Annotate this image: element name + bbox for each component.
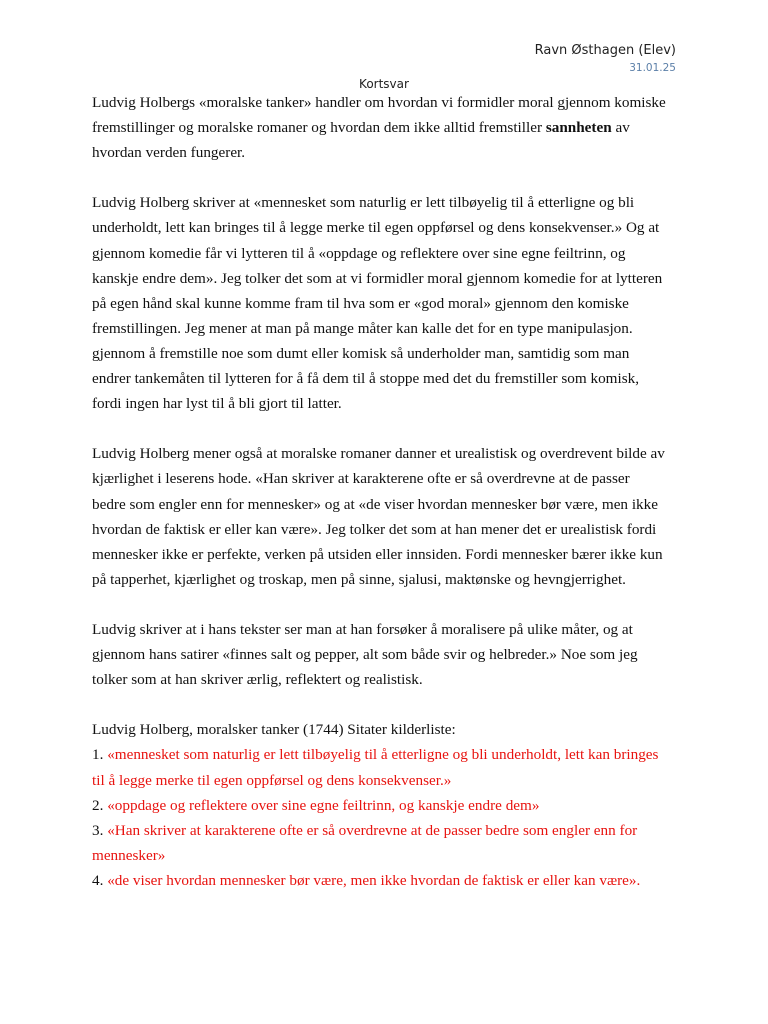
text-line: på egen hånd skal kunne komme fram til hva som er «god moral» gjennom den komiske bbox=[92, 294, 629, 312]
text-line: hvordan verden fungerer. bbox=[92, 144, 246, 162]
source-number: 2. bbox=[92, 796, 108, 814]
text-line: fordi ingen har lyst til å bli gjort til latter. bbox=[92, 395, 342, 413]
text-line: fremstillingen. Jeg mener at man på mange måter kan kalle det for en type manipulasjon. bbox=[92, 319, 633, 337]
source-quote-continuation: til å legge merke til egen oppførsel og dens konsekvenser.» bbox=[92, 771, 452, 789]
document-date: 31.01.25 bbox=[629, 62, 676, 74]
text-line: gjennom hans satirer «finnes salt og pepper, alt som både svir og helbreder.» Noe som jeg bbox=[92, 646, 638, 664]
text-line: tolker som at han skriver ærlig, reflektert og realistisk. bbox=[92, 671, 423, 689]
source-quote-continuation: mennesker» bbox=[92, 846, 166, 864]
source-quote: «de viser hvordan mennesker bør være, men ikke hvordan de faktisk er eller kan være». bbox=[107, 871, 641, 889]
sources-list bbox=[92, 717, 682, 893]
sources-heading: Ludvig Holberg, moralsker tanker (1744) Sitater kilderliste: bbox=[92, 721, 456, 739]
source-item bbox=[92, 793, 682, 818]
document-title: Kortsvar bbox=[359, 77, 409, 91]
text-line: gjennom komedie får vi lytteren til å «oppdage og reflektere over sine egne feiltrinn, og bbox=[92, 244, 626, 262]
document-body bbox=[92, 90, 682, 893]
source-quote: «oppdage og reflektere over sine egne feiltrinn, og kanskje endre dem» bbox=[107, 796, 540, 814]
paragraph-novels bbox=[92, 441, 682, 592]
text-line: hvordan de faktisk er eller kan være». Jeg tolker det som at han mener det er urealistisk fordi bbox=[92, 520, 657, 538]
source-item bbox=[92, 742, 682, 767]
text-line: kjærlighet i leserens hode. «Han skriver at karakterene ofte er så overdrevne at de passer bbox=[92, 470, 630, 488]
text-line: Ludvig Holbergs «moralske tanker» handler om hvordan vi formidler moral gjennom komiske bbox=[92, 94, 666, 111]
author-name: Ravn Østhagen (Elev) bbox=[534, 43, 676, 58]
paragraph-intro bbox=[92, 90, 682, 165]
text-line: Ludvig Holberg skriver at «mennesket som naturlig er lett tilbøyelig til å etterligne og bli bbox=[92, 194, 635, 212]
paragraph-comedy bbox=[92, 190, 682, 416]
text-line: bedre som engler enn for mennesker» og at «de viser hvordan mennesker bør være, men ikke bbox=[92, 495, 658, 513]
source-number: 1. bbox=[92, 746, 108, 764]
source-item bbox=[92, 818, 682, 843]
text-line: Ludvig skriver at i hans tekster ser man at han forsøker å moralisere på ulike måter, og at bbox=[92, 620, 633, 638]
source-number: 3. bbox=[92, 821, 108, 839]
text-segment: av bbox=[611, 119, 630, 137]
text-line: gjennom å fremstille noe som dumt eller komisk så underholder man, samtidig som man bbox=[92, 344, 630, 362]
text-line: kanskje endre dem». Jeg tolker det som at vi formidler moral gjennom komedie for at lytteren bbox=[92, 269, 663, 287]
text-line: mennesker ikke er perfekte, verken på utsiden eller innsiden. Fordi mennesker bærer ikke kun bbox=[92, 545, 663, 563]
source-quote: «mennesket som naturlig er lett tilbøyelig til å etterligne og bli underholdt, lett kan bringes bbox=[107, 746, 659, 764]
text-line bbox=[92, 115, 682, 140]
paragraph-satire bbox=[92, 617, 682, 692]
source-quote: «Han skriver at karakterene ofte er så overdrevne at de passer bedre som engler enn for bbox=[107, 821, 638, 839]
text-line: endrer tankemåten til lytteren for å få dem til å stoppe med det du fremstiller som komisk, bbox=[92, 370, 640, 388]
text-segment: fremstillinger og moralske romaner og hvordan dem ikke alltid fremstiller bbox=[92, 119, 546, 137]
source-item bbox=[92, 868, 682, 893]
text-line: på tapperhet, kjærlighet og troskap, men på sinne, sjalusi, maktønske og hevngjerrighet. bbox=[92, 570, 626, 588]
text-line: Ludvig Holberg mener også at moralske romaner danner et urealistisk og overdrevent bilde av bbox=[92, 445, 665, 463]
text-line: underholdt, lett kan bringes til å legge merke til egen oppførsel og dens konsekvenser.» Og at bbox=[92, 219, 660, 237]
source-number: 4. bbox=[92, 871, 108, 889]
bold-word: sannheten bbox=[545, 119, 612, 137]
